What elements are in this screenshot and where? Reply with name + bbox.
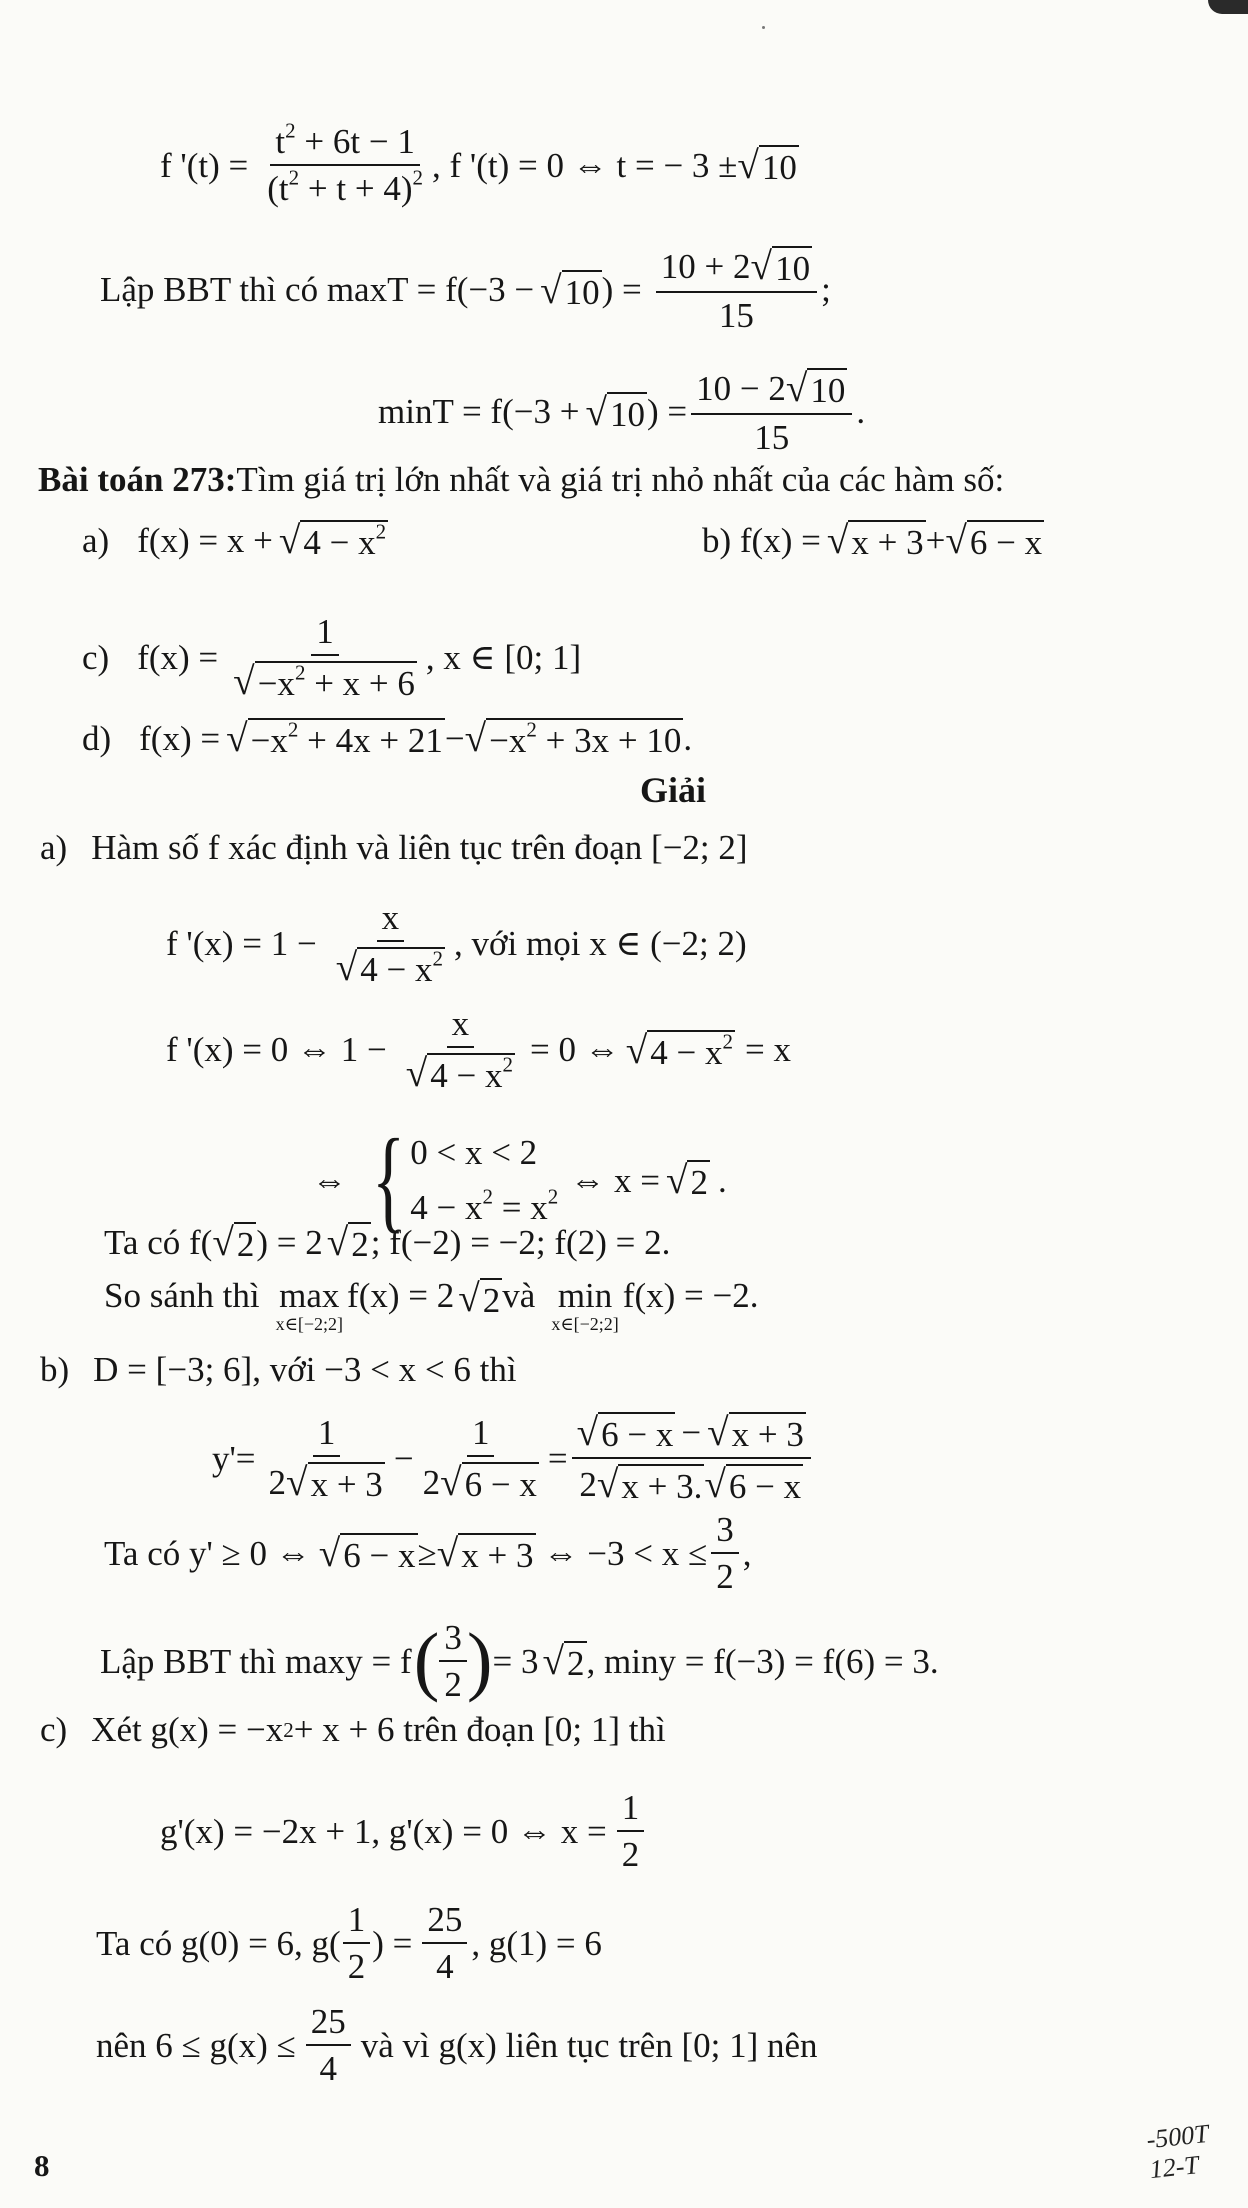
fprime-t-line: f '(t) = $\frac{t^2 + 6t - 1}{(t^2 + t + 4)^2}$ , f '(t) = 0 ⇔ t = − 3 ± √ 10 [160, 118, 797, 208]
maxT-line: Lập BBT thì có maxT = f(−3 − √ 10 ) = 10 + 2 √ 10 15 ; [100, 245, 831, 335]
minT-fraction: 10 − 2 √ 10 15 [691, 368, 852, 455]
maxT-fraction: 10 + 2 √ 10 15 [656, 246, 817, 333]
problem-statement: Bài toán 273: Tìm giá trị lớn nhất và giá trị nhỏ nhất của các hàm số: [38, 460, 1005, 499]
sol-a-values: Ta có f( √ 2 ) = 2 √ 2 ; f(−2) = −2; f(2) = 2. [104, 1221, 671, 1264]
problem-c: c) f(x) = 1 √ $-x^2 + x + 6$ , x ∈ [0; 1] [82, 612, 582, 703]
minT-line: minT = f(−3 + √ 10 ) = 10 − 2 √ 10 15 . [378, 367, 866, 457]
page-corner-shadow [1208, 0, 1248, 14]
page-number: 8 [34, 2148, 50, 2183]
sol-b-bbt: Lập BBT thì maxy = f ( $\frac{3}{2}$ ) = 3 √ 2 , miny = f(−3) = f(6) = 3. [100, 1617, 939, 1704]
problem-a: a) f(x) = x + √ $4 - x^2$ [82, 519, 387, 562]
sol-a-fprime: f '(x) = 1 − x √ $4 - x^2$ , với mọi x ∈ (−2; 2) [166, 898, 747, 989]
sol-a-fprime-zero: f '(x) = 0 ⇔ 1 − x √ $4 - x^2$ = 0 ⇔ √ $4 - x^2$ = x [166, 1004, 792, 1095]
sol-a-system: ⇔ { 0 < x < 2 $4 - x^2 = x^2$ ⇔ x = √ 2 . [312, 1116, 727, 1243]
fprime-t-fraction: $\frac{t^2 + 6t - 1}{(t^2 + t + 4)^2}$ [267, 118, 423, 208]
sol-c-line1: c) Xét g(x) = −x 2 + x + 6 trên đoạn [0; 1] thì [40, 1710, 666, 1749]
sol-a-compare: So sánh thì max x∈[−2;2] f(x) = 2 √ 2 và min x∈[−2;2] f(x) = −2. [104, 1276, 759, 1334]
sol-b-line1: b) D = [−3; 6], với −3 < x < 6 thì [40, 1350, 517, 1389]
sol-a-line1: a) Hàm số f xác định và liên tục trên đoạn [−2; 2] [40, 828, 748, 867]
sqrt-10: √ 10 [737, 144, 797, 187]
speck [762, 26, 765, 29]
solution-title: Giải [640, 770, 707, 810]
sol-c-values: Ta có g(0) = 6, g( $\frac{1}{2}$ ) = $\frac{25}{4}$ , g(1) = 6 [96, 1900, 602, 1986]
problem-label: Bài toán 273: [38, 460, 237, 499]
problem-b: b) f(x) = √ x + 3 + √ 6 − x [702, 519, 1043, 562]
sol-b-derivative: y'= 1 2 √ x + 3 − 1 2 √ 6 − x = √ 6 − x − √ x + 3 2 √ x + 3. √ 6 − x [212, 1412, 815, 1504]
corner-code: -500T 12-T [1145, 2118, 1210, 2185]
sol-c-bound: nên 6 ≤ g(x) ≤ $\frac{25}{4}$ và vì g(x) liên tục trên [0; 1] nên [96, 2002, 818, 2088]
problem-c-fraction: 1 √ $-x^2 + x + 6$ [233, 612, 415, 703]
sol-b-sign: Ta có y' ≥ 0 ⇔ √ 6 − x ≥ √ x + 3 ⇔ −3 < x ≤ $\frac{3}{2}$ , [104, 1510, 752, 1596]
sol-c-derivative: g'(x) = −2x + 1, g'(x) = 0 ⇔ x = $\frac{1}{2}$ [160, 1790, 648, 1872]
problem-d: d) f(x) = √ $-x^2 + 4x + 21$ − √ $-x^2 + 3x + 10$ . [82, 717, 693, 760]
